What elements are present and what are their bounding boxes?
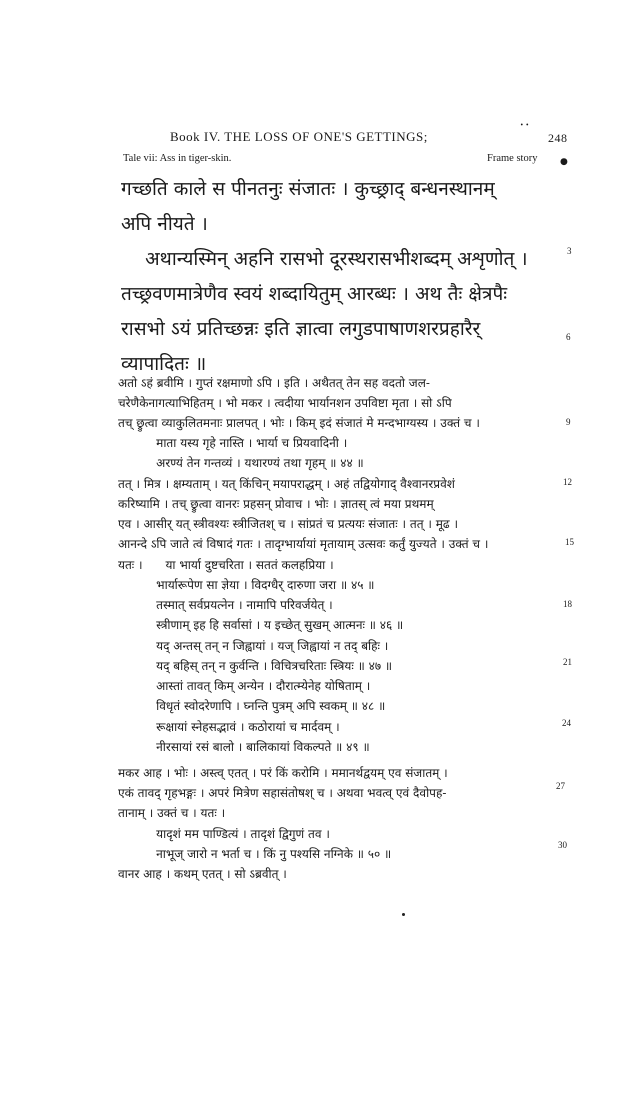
prose-line: आस्तां तावत् किम् अन्येन । दौरात्म्येनेह योषिताम् । xyxy=(118,679,371,693)
prose-line: एव । आसीर् यत् स्त्रीवश्यः स्त्रीजितश् च । सांप्रतं च प्रत्ययः संजातः । तत् । मूढ । xyxy=(118,517,459,531)
prose-line: अतो ऽहं ब्रवीमि । गुप्तं रक्षमाणो ऽपि । इति । अथैतत् तेन सह वदतो जल- xyxy=(118,376,430,390)
verse-line: अपि नीयते । xyxy=(121,213,208,235)
prose-line: वानर आह । कथम् एतत् । सो ऽब्रवीत् । xyxy=(118,867,287,881)
prose-line: आनन्दे ऽपि जाते त्वं विषादं गतः । तादृग्भार्यायां मृतायाम् उत्सवः कर्तुं युज्यते । उक्तं च । xyxy=(118,537,489,551)
verse-line: तच्छ्रवणमात्रेणैव स्वयं शब्दायितुम् आरब्धः । अथ तैः क्षेत्रपैः xyxy=(121,283,508,305)
print-mark: • • xyxy=(520,122,529,129)
frame-story-subheading: Frame story xyxy=(487,153,538,164)
prose-line: यादृशं मम पाण्डित्यं । तादृशं द्विगुणं तव । xyxy=(118,827,330,841)
prose-line: यद् बहिस् तन् न कुर्वन्ति । विचित्रचरिताः स्त्रियः ॥ ४७ ॥ xyxy=(118,659,393,673)
prose-line: नीरसायां रसं बालो । बालिकायां विकल्पते ॥ ४९ ॥ xyxy=(118,740,370,754)
prose-line: तच् छ्रुत्वा व्याकुलितमनाः प्रालपत् । भोः । किम् इदं संजातं मे मन्दभाग्यस्य । उक्तं च । xyxy=(118,416,480,430)
line-number: 15 xyxy=(565,537,574,547)
line-number: 3 xyxy=(567,246,572,256)
line-number: 18 xyxy=(563,599,572,609)
line-number: 27 xyxy=(556,781,565,791)
prose-line: रूक्षायां स्नेहसद्भावं । कठोरायां च मार्दवम् । xyxy=(118,720,340,734)
prose-line: तस्मात् सर्वप्रयत्नेन । नामापि परिवर्जयेत् । xyxy=(118,598,333,612)
prose-line: स्त्रीणाम् इह हि सर्वासां । य इच्छेत् सुखम् आत्मनः ॥ ४६ ॥ xyxy=(118,618,404,632)
line-number: 6 xyxy=(566,332,571,342)
prose-line: यतः । या भार्या दुष्टचरिता । सततं कलहप्रिया । xyxy=(118,558,334,572)
line-number: 12 xyxy=(563,477,572,487)
prose-line: अरण्यं तेन गन्तव्यं । यथारण्यं तथा गृहम् ॥ ४४ ॥ xyxy=(118,456,364,470)
verse-line: व्यापादितः ॥ xyxy=(121,353,207,375)
prose-line: तानाम् । उक्तं च । यतः । xyxy=(118,806,226,820)
prose-line: यद् अन्तस् तन् न जिह्वायां । यज् जिह्वायां न तद् बहिः । xyxy=(118,639,389,653)
verse-line: अथान्यस्मिन् अहनि रासभो दूरस्थरासभीशब्दम् अशृणोत् । xyxy=(121,248,528,270)
page-number: 248 xyxy=(548,131,568,145)
print-mark: ● xyxy=(560,157,568,167)
running-header xyxy=(170,129,620,145)
prose-line: विधृतं स्वोदरेणापि । घ्नन्ति पुत्रम् अपि स्वकम् ॥ ४८ ॥ xyxy=(118,699,386,713)
prose-line: एकं तावद् गृहभङ्गः । अपरं मित्रेण सहासंतोषश् च । अथवा भवत्व् एवं दैवोपह- xyxy=(118,786,447,800)
line-number: 9 xyxy=(566,417,571,427)
running-title: Book IV. THE LOSS OF ONE'S GETTINGS; xyxy=(170,129,428,144)
prose-line: माता यस्य गृहे नास्ति । भार्या च प्रियवादिनी । xyxy=(118,436,348,450)
verse-line: गच्छति काले स पीनतनुः संजातः । कुच्छ्राद् बन्धनस्थानम् xyxy=(121,178,495,200)
line-number: 30 xyxy=(558,840,567,850)
prose-line: करिष्यामि । तच् छ्रुत्वा वानरः प्रहसन् प्रोवाच । भोः । ज्ञातस् त्वं मया प्रथमम् xyxy=(118,497,434,511)
prose-line: भार्यारूपेण सा ज्ञेया । विदग्धैर् दारुणा जरा ॥ ४५ ॥ xyxy=(118,578,375,592)
prose-line: चरेणैकेनागत्याभिहितम् । भो मकर । त्वदीया भार्यानशन उपविष्टा मृता । सो ऽपि xyxy=(118,396,452,410)
tale-subheading: Tale vii: Ass in tiger-skin. xyxy=(123,153,232,164)
print-speck xyxy=(402,913,405,916)
line-number: 21 xyxy=(563,657,572,667)
prose-line: नाभूज् जारो न भर्ता च । किं नु पश्यसि नग्निके ॥ ५० ॥ xyxy=(118,847,392,861)
line-number: 24 xyxy=(562,718,571,728)
verse-line: रासभो ऽयं प्रतिच्छन्नः इति ज्ञात्वा लगुडपाषाणशरप्रहारैर् xyxy=(121,318,481,340)
prose-line: मकर आह । भोः । अस्त्व् एतत् । परं किं करोमि । ममानर्थद्वयम् एव संजातम् । xyxy=(118,766,448,780)
prose-line: तत् । मित्र । क्षम्यताम् । यत् किंचिन् मयापराद्धम् । अहं तद्वियोगाद् वैश्वानरप्रवेशं xyxy=(118,477,455,491)
